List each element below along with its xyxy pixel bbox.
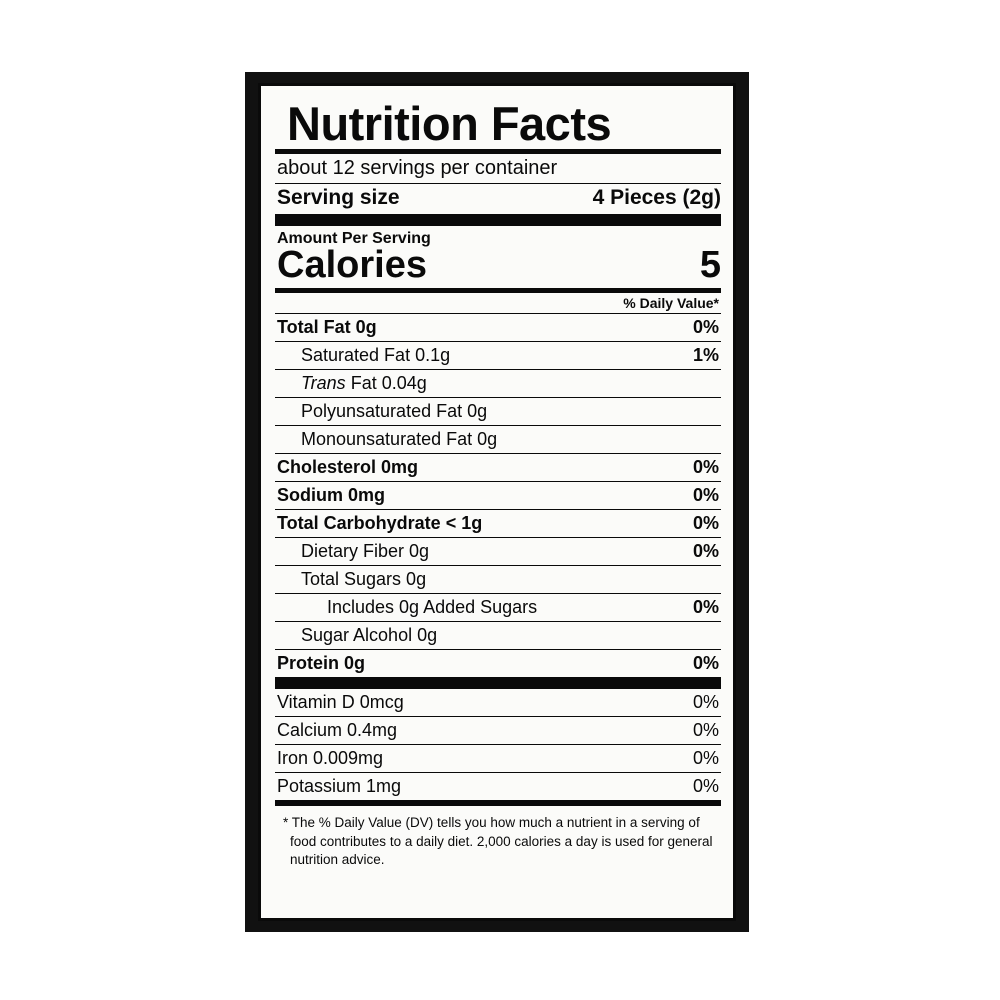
vitamin-daily-value: 0% xyxy=(692,691,719,712)
nutrient-row xyxy=(275,594,721,621)
divider-under-serving-size xyxy=(275,214,721,226)
nutrient-name: Total Sugars 0g xyxy=(301,568,427,589)
nutrient-daily-value: 0% xyxy=(692,596,719,617)
vitamin-name: Iron 0.009mg xyxy=(277,747,384,768)
divider-under-calories xyxy=(275,288,721,293)
daily-value-footnote: * The % Daily Value (DV) tells you how much a nutrient in a serving of food contributes to a daily diet. 2,000 calories a day is used for general nutrition advice. xyxy=(283,814,713,868)
nutrient-name-text: Fat 0.04g xyxy=(350,372,427,393)
nutrient-name-italic-prefix: Trans xyxy=(301,372,346,393)
nutrient-daily-value: 0% xyxy=(692,456,719,477)
nutrient-name: Sugar Alcohol 0g xyxy=(301,624,438,645)
nutrient-name: Includes 0g Added Sugars xyxy=(327,596,538,617)
divider-under-protein xyxy=(275,677,721,689)
calories-value: 5 xyxy=(699,244,721,286)
vitamin-name: Potassium 1mg xyxy=(277,775,402,796)
vitamin-row xyxy=(275,689,721,716)
servings-per-container: about 12 servings per container xyxy=(277,157,558,179)
nutrient-name: Protein 0g xyxy=(277,652,366,673)
vitamin-name: Vitamin D 0mcg xyxy=(277,691,404,712)
vitamin-daily-value: 0% xyxy=(692,775,719,796)
nutrient-name: Monounsaturated Fat 0g xyxy=(301,428,498,449)
serving-size-row xyxy=(277,186,721,210)
nutrient-row xyxy=(275,538,721,565)
nutrient-daily-value: 0% xyxy=(692,484,719,505)
nutrient-row xyxy=(275,314,721,341)
nutrient-row xyxy=(275,342,721,369)
nutrient-name: Saturated Fat 0.1g xyxy=(301,344,451,365)
panel-title: Nutrition Facts xyxy=(287,97,612,150)
nutrient-row xyxy=(275,370,721,397)
nutrient-row xyxy=(275,622,721,649)
vitamin-row xyxy=(275,773,721,800)
calories-row xyxy=(277,246,721,286)
nutrient-row xyxy=(275,482,721,509)
daily-value-header: % Daily Value* xyxy=(623,294,719,311)
nutrient-name: Dietary Fiber 0g xyxy=(301,540,430,561)
nutrition-facts-panel xyxy=(258,83,736,921)
nutrient-name: Total Fat 0g xyxy=(277,316,377,337)
nutrient-name xyxy=(301,373,427,394)
vitamin-list xyxy=(275,689,721,801)
nutrient-name: Polyunsaturated Fat 0g xyxy=(301,400,488,421)
calories-label: Calories xyxy=(277,244,427,286)
nutrient-name: Cholesterol 0mg xyxy=(277,456,419,477)
nutrient-daily-value: 0% xyxy=(692,540,719,561)
nutrient-daily-value: 1% xyxy=(692,344,719,365)
vitamin-name: Calcium 0.4mg xyxy=(277,719,398,740)
vitamin-daily-value: 0% xyxy=(692,719,719,740)
vitamin-row xyxy=(275,717,721,744)
vitamin-daily-value: 0% xyxy=(692,747,719,768)
serving-size-value: 4 Pieces (2g) xyxy=(592,186,721,209)
nutrient-name: Sodium 0mg xyxy=(277,484,386,505)
divider-under-servings xyxy=(275,183,721,184)
nutrient-row xyxy=(275,426,721,453)
nutrient-name: Total Carbohydrate < 1g xyxy=(277,512,483,533)
nutrient-row xyxy=(275,650,721,677)
amount-per-serving-label: Amount Per Serving xyxy=(277,230,431,247)
nutrient-row xyxy=(275,454,721,481)
nutrient-daily-value: 0% xyxy=(692,316,719,337)
nutrient-daily-value: 0% xyxy=(692,512,719,533)
serving-size-label: Serving size xyxy=(277,186,400,209)
nutrient-row xyxy=(275,510,721,537)
vitamin-row xyxy=(275,745,721,772)
nutrient-daily-value: 0% xyxy=(692,652,719,673)
nutrient-row xyxy=(275,566,721,593)
nutrient-row xyxy=(275,398,721,425)
nutrient-list xyxy=(275,314,721,677)
